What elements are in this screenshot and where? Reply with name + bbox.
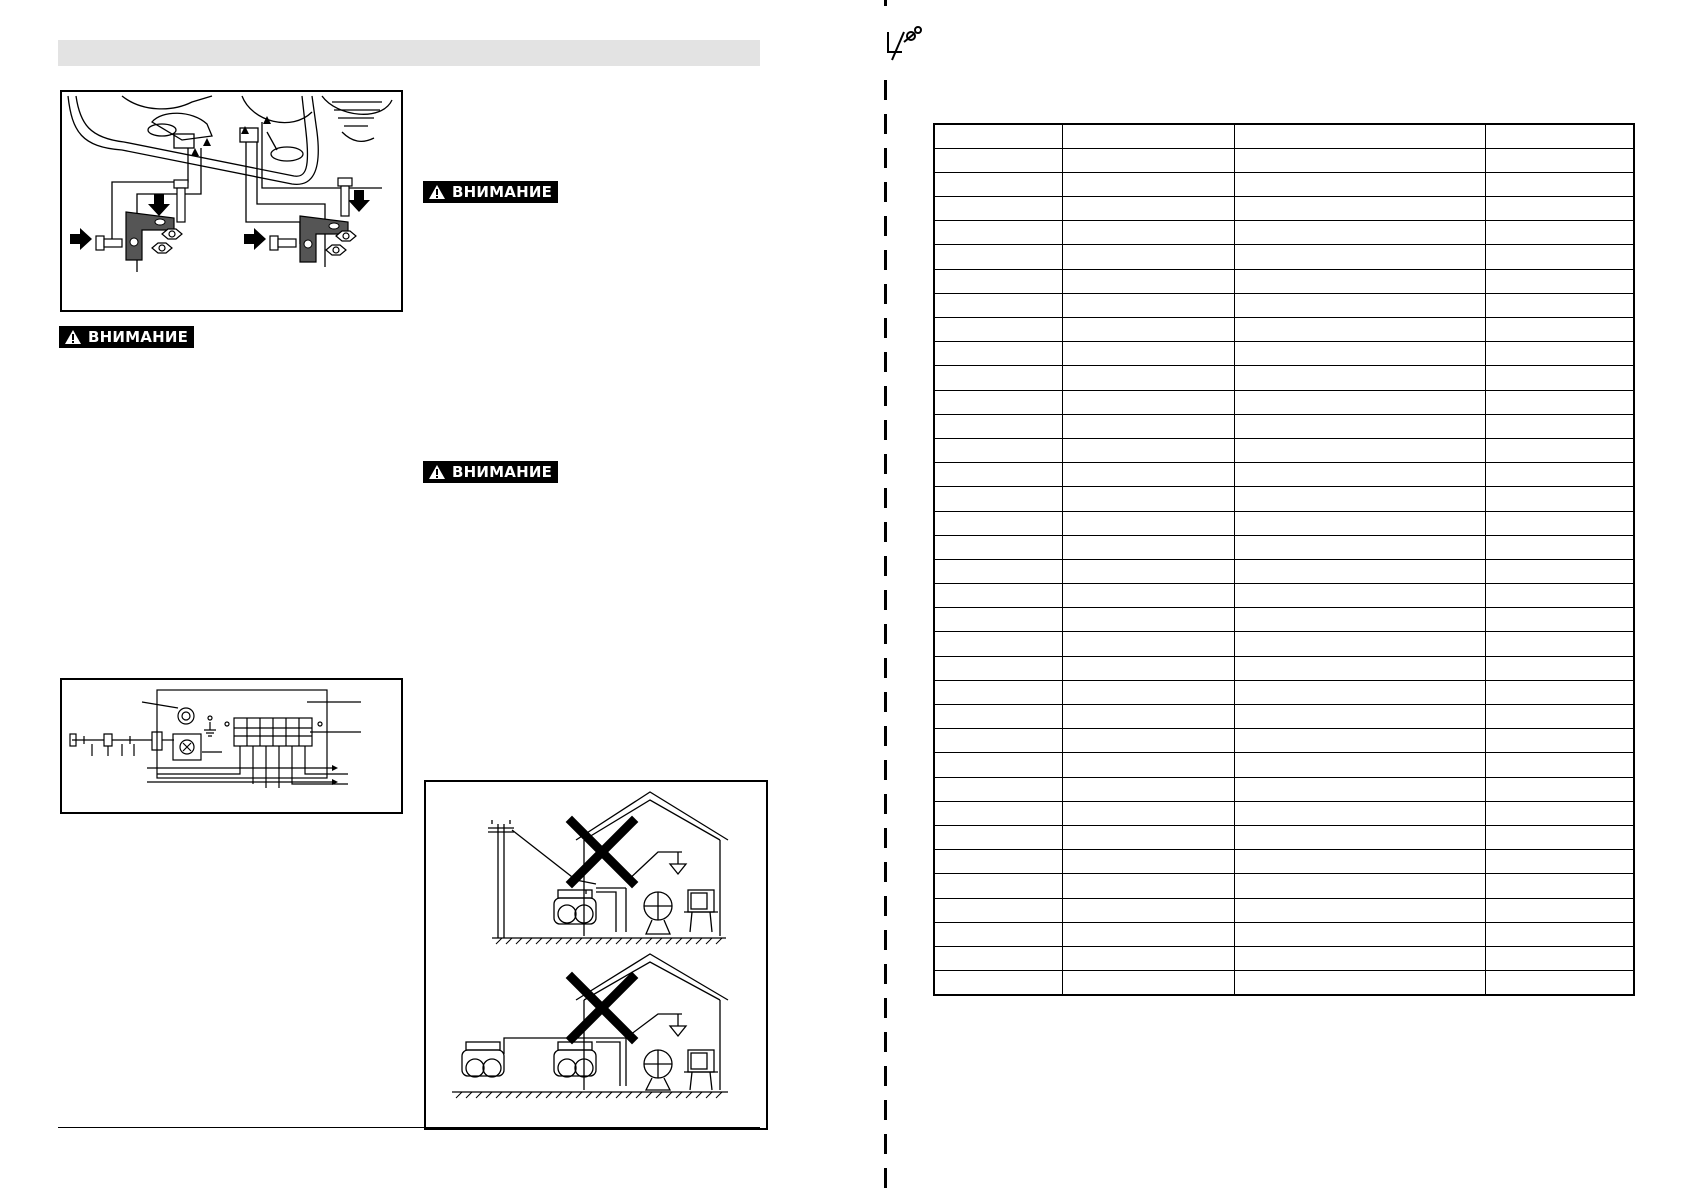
table-cell	[934, 559, 1062, 583]
warning-triangle-icon	[64, 329, 82, 345]
table-cell	[1485, 608, 1634, 632]
table-row	[934, 438, 1634, 462]
table-cell	[934, 390, 1062, 414]
table-row	[934, 584, 1634, 608]
table-cell	[1234, 245, 1485, 269]
table-cell	[1234, 584, 1485, 608]
table-cell	[1485, 221, 1634, 245]
table-cell	[1234, 801, 1485, 825]
warning-text: ВНИМАНИЕ	[88, 328, 189, 346]
table-row	[934, 705, 1634, 729]
table-row	[934, 197, 1634, 221]
table-cell	[1234, 366, 1485, 390]
table-cell	[1062, 221, 1234, 245]
table-cell	[1062, 922, 1234, 946]
table-cell	[934, 825, 1062, 849]
mounting-figure	[60, 90, 403, 312]
table-row	[934, 559, 1634, 583]
table-cell	[1234, 898, 1485, 922]
table-cell	[1234, 922, 1485, 946]
table-cell	[1062, 124, 1234, 148]
table-row	[934, 850, 1634, 874]
table-cell	[1062, 245, 1234, 269]
table-cell	[934, 705, 1062, 729]
table-cell	[1234, 535, 1485, 559]
table-cell	[934, 922, 1062, 946]
table-cell	[934, 729, 1062, 753]
table-row	[934, 463, 1634, 487]
table-cell	[1234, 318, 1485, 342]
table-cell	[1234, 729, 1485, 753]
table-row	[934, 318, 1634, 342]
table-cell	[934, 414, 1062, 438]
table-row	[934, 414, 1634, 438]
table-cell	[1485, 535, 1634, 559]
table-row	[934, 680, 1634, 704]
table-cell	[1234, 197, 1485, 221]
table-cell	[1062, 801, 1234, 825]
table-cell	[934, 535, 1062, 559]
table-cell	[1062, 463, 1234, 487]
table-cell	[1062, 390, 1234, 414]
table-cell	[1485, 801, 1634, 825]
table-cell	[1485, 438, 1634, 462]
table-cell	[1485, 971, 1634, 995]
table-cell	[1485, 753, 1634, 777]
table-row	[934, 269, 1634, 293]
table-cell	[1062, 269, 1234, 293]
warning-label-2	[423, 181, 558, 203]
table-row	[934, 245, 1634, 269]
table-cell	[934, 777, 1062, 801]
table-cell	[1485, 148, 1634, 172]
table-row	[934, 801, 1634, 825]
table-row	[934, 874, 1634, 898]
table-cell	[1234, 656, 1485, 680]
table-cell	[934, 801, 1062, 825]
table-cell	[1062, 753, 1234, 777]
table-cell	[1062, 898, 1234, 922]
table-cell	[1234, 705, 1485, 729]
table-cell	[1062, 318, 1234, 342]
record-table-body	[934, 124, 1634, 995]
table-cell	[1485, 487, 1634, 511]
table-cell	[1485, 729, 1634, 753]
table-cell	[1485, 318, 1634, 342]
table-cell	[934, 632, 1062, 656]
table-cell	[934, 946, 1062, 970]
table-cell	[1485, 269, 1634, 293]
table-cell	[1234, 148, 1485, 172]
connection-panel-figure	[60, 678, 403, 814]
table-cell	[934, 898, 1062, 922]
table-cell	[1234, 221, 1485, 245]
house-connection-illustration	[426, 782, 766, 1128]
table-cell	[1062, 656, 1234, 680]
table-cell	[1062, 535, 1234, 559]
table-cell	[1062, 946, 1234, 970]
table-cell	[1062, 705, 1234, 729]
scissors-icon	[882, 26, 924, 62]
table-cell	[1234, 874, 1485, 898]
table-cell	[1485, 559, 1634, 583]
table-cell	[1485, 825, 1634, 849]
table-cell	[934, 850, 1062, 874]
table-cell	[934, 172, 1062, 196]
table-cell	[1062, 148, 1234, 172]
table-cell	[1062, 197, 1234, 221]
connection-panel-illustration	[62, 680, 401, 812]
table-cell	[934, 463, 1062, 487]
table-cell	[1485, 850, 1634, 874]
table-cell	[1234, 414, 1485, 438]
table-row	[934, 753, 1634, 777]
table-cell	[1234, 511, 1485, 535]
table-cell	[1485, 414, 1634, 438]
mounting-illustration	[62, 92, 401, 310]
table-cell	[1485, 172, 1634, 196]
page-bottom-rule	[58, 1127, 760, 1128]
table-cell	[1234, 753, 1485, 777]
table-cell	[1234, 632, 1485, 656]
table-cell	[934, 971, 1062, 995]
table-cell	[1234, 777, 1485, 801]
table-cell	[1485, 705, 1634, 729]
table-row	[934, 922, 1634, 946]
table-row	[934, 777, 1634, 801]
table-row	[934, 729, 1634, 753]
table-cell	[1062, 366, 1234, 390]
table-row	[934, 656, 1634, 680]
house-icon	[576, 792, 728, 840]
cut-line-top	[884, 0, 887, 6]
table-cell	[1485, 946, 1634, 970]
table-cell	[1485, 777, 1634, 801]
table-row	[934, 898, 1634, 922]
table-cell	[934, 608, 1062, 632]
table-cell	[934, 293, 1062, 317]
table-cell	[1485, 874, 1634, 898]
table-cell	[1062, 729, 1234, 753]
table-cell	[934, 487, 1062, 511]
table-row	[934, 342, 1634, 366]
table-cell	[1234, 269, 1485, 293]
table-cell	[1485, 124, 1634, 148]
table-cell	[1234, 971, 1485, 995]
table-cell	[934, 318, 1062, 342]
warning-label-1	[59, 326, 194, 348]
table-cell	[1234, 825, 1485, 849]
table-cell	[1062, 414, 1234, 438]
table-cell	[1234, 559, 1485, 583]
table-cell	[934, 656, 1062, 680]
table-cell	[1485, 245, 1634, 269]
table-cell	[934, 438, 1062, 462]
table-row	[934, 293, 1634, 317]
table-cell	[1485, 197, 1634, 221]
warning-text: ВНИМАНИЕ	[452, 463, 553, 481]
table-cell	[1062, 438, 1234, 462]
table-cell	[934, 584, 1062, 608]
table-row	[934, 172, 1634, 196]
table-cell	[1485, 680, 1634, 704]
record-table	[933, 123, 1635, 996]
table-cell	[1234, 342, 1485, 366]
warning-text: ВНИМАНИЕ	[452, 183, 553, 201]
table-row	[934, 366, 1634, 390]
table-cell	[1062, 584, 1234, 608]
table-cell	[1062, 680, 1234, 704]
house-connection-figure	[424, 780, 768, 1130]
table-cell	[934, 197, 1062, 221]
table-cell	[1062, 608, 1234, 632]
table-cell	[1234, 438, 1485, 462]
cross-icon	[572, 822, 632, 1038]
table-row	[934, 487, 1634, 511]
table-cell	[1234, 608, 1485, 632]
table-cell	[1062, 825, 1234, 849]
table-row	[934, 221, 1634, 245]
table-row	[934, 946, 1634, 970]
table-cell	[934, 221, 1062, 245]
table-row	[934, 124, 1634, 148]
table-cell	[934, 124, 1062, 148]
table-cell	[1234, 946, 1485, 970]
table-cell	[1062, 487, 1234, 511]
table-cell	[934, 342, 1062, 366]
table-cell	[1062, 293, 1234, 317]
table-cell	[1234, 390, 1485, 414]
table-cell	[1485, 584, 1634, 608]
table-cell	[934, 148, 1062, 172]
table-cell	[1485, 293, 1634, 317]
warning-triangle-icon	[428, 464, 446, 480]
table-row	[934, 632, 1634, 656]
table-cell	[934, 680, 1062, 704]
table-cell	[1485, 898, 1634, 922]
table-cell	[1485, 342, 1634, 366]
table-cell	[1485, 632, 1634, 656]
table-cell	[1062, 342, 1234, 366]
table-cell	[1485, 656, 1634, 680]
table-cell	[934, 245, 1062, 269]
table-cell	[1062, 632, 1234, 656]
table-cell	[1062, 777, 1234, 801]
table-row	[934, 825, 1634, 849]
table-cell	[934, 874, 1062, 898]
table-cell	[1062, 874, 1234, 898]
table-cell	[1234, 124, 1485, 148]
section-header-bar	[58, 40, 760, 66]
table-cell	[934, 511, 1062, 535]
table-row	[934, 535, 1634, 559]
table-cell	[1234, 463, 1485, 487]
table-cell	[1234, 172, 1485, 196]
table-cell	[1234, 680, 1485, 704]
table-cell	[1062, 850, 1234, 874]
table-cell	[1485, 511, 1634, 535]
warning-triangle-icon	[428, 184, 446, 200]
table-cell	[1485, 366, 1634, 390]
table-row	[934, 148, 1634, 172]
table-cell	[1485, 390, 1634, 414]
table-cell	[1062, 172, 1234, 196]
cut-line	[884, 80, 887, 1195]
table-cell	[1234, 850, 1485, 874]
table-cell	[1234, 487, 1485, 511]
table-cell	[1485, 463, 1634, 487]
table-cell	[1062, 511, 1234, 535]
table-cell	[1234, 293, 1485, 317]
table-row	[934, 971, 1634, 995]
table-cell	[934, 753, 1062, 777]
table-row	[934, 390, 1634, 414]
table-cell	[934, 366, 1062, 390]
warning-label-3	[423, 461, 558, 483]
table-cell	[934, 269, 1062, 293]
table-cell	[1062, 971, 1234, 995]
table-row	[934, 608, 1634, 632]
table-cell	[1485, 922, 1634, 946]
table-cell	[1062, 559, 1234, 583]
table-row	[934, 511, 1634, 535]
